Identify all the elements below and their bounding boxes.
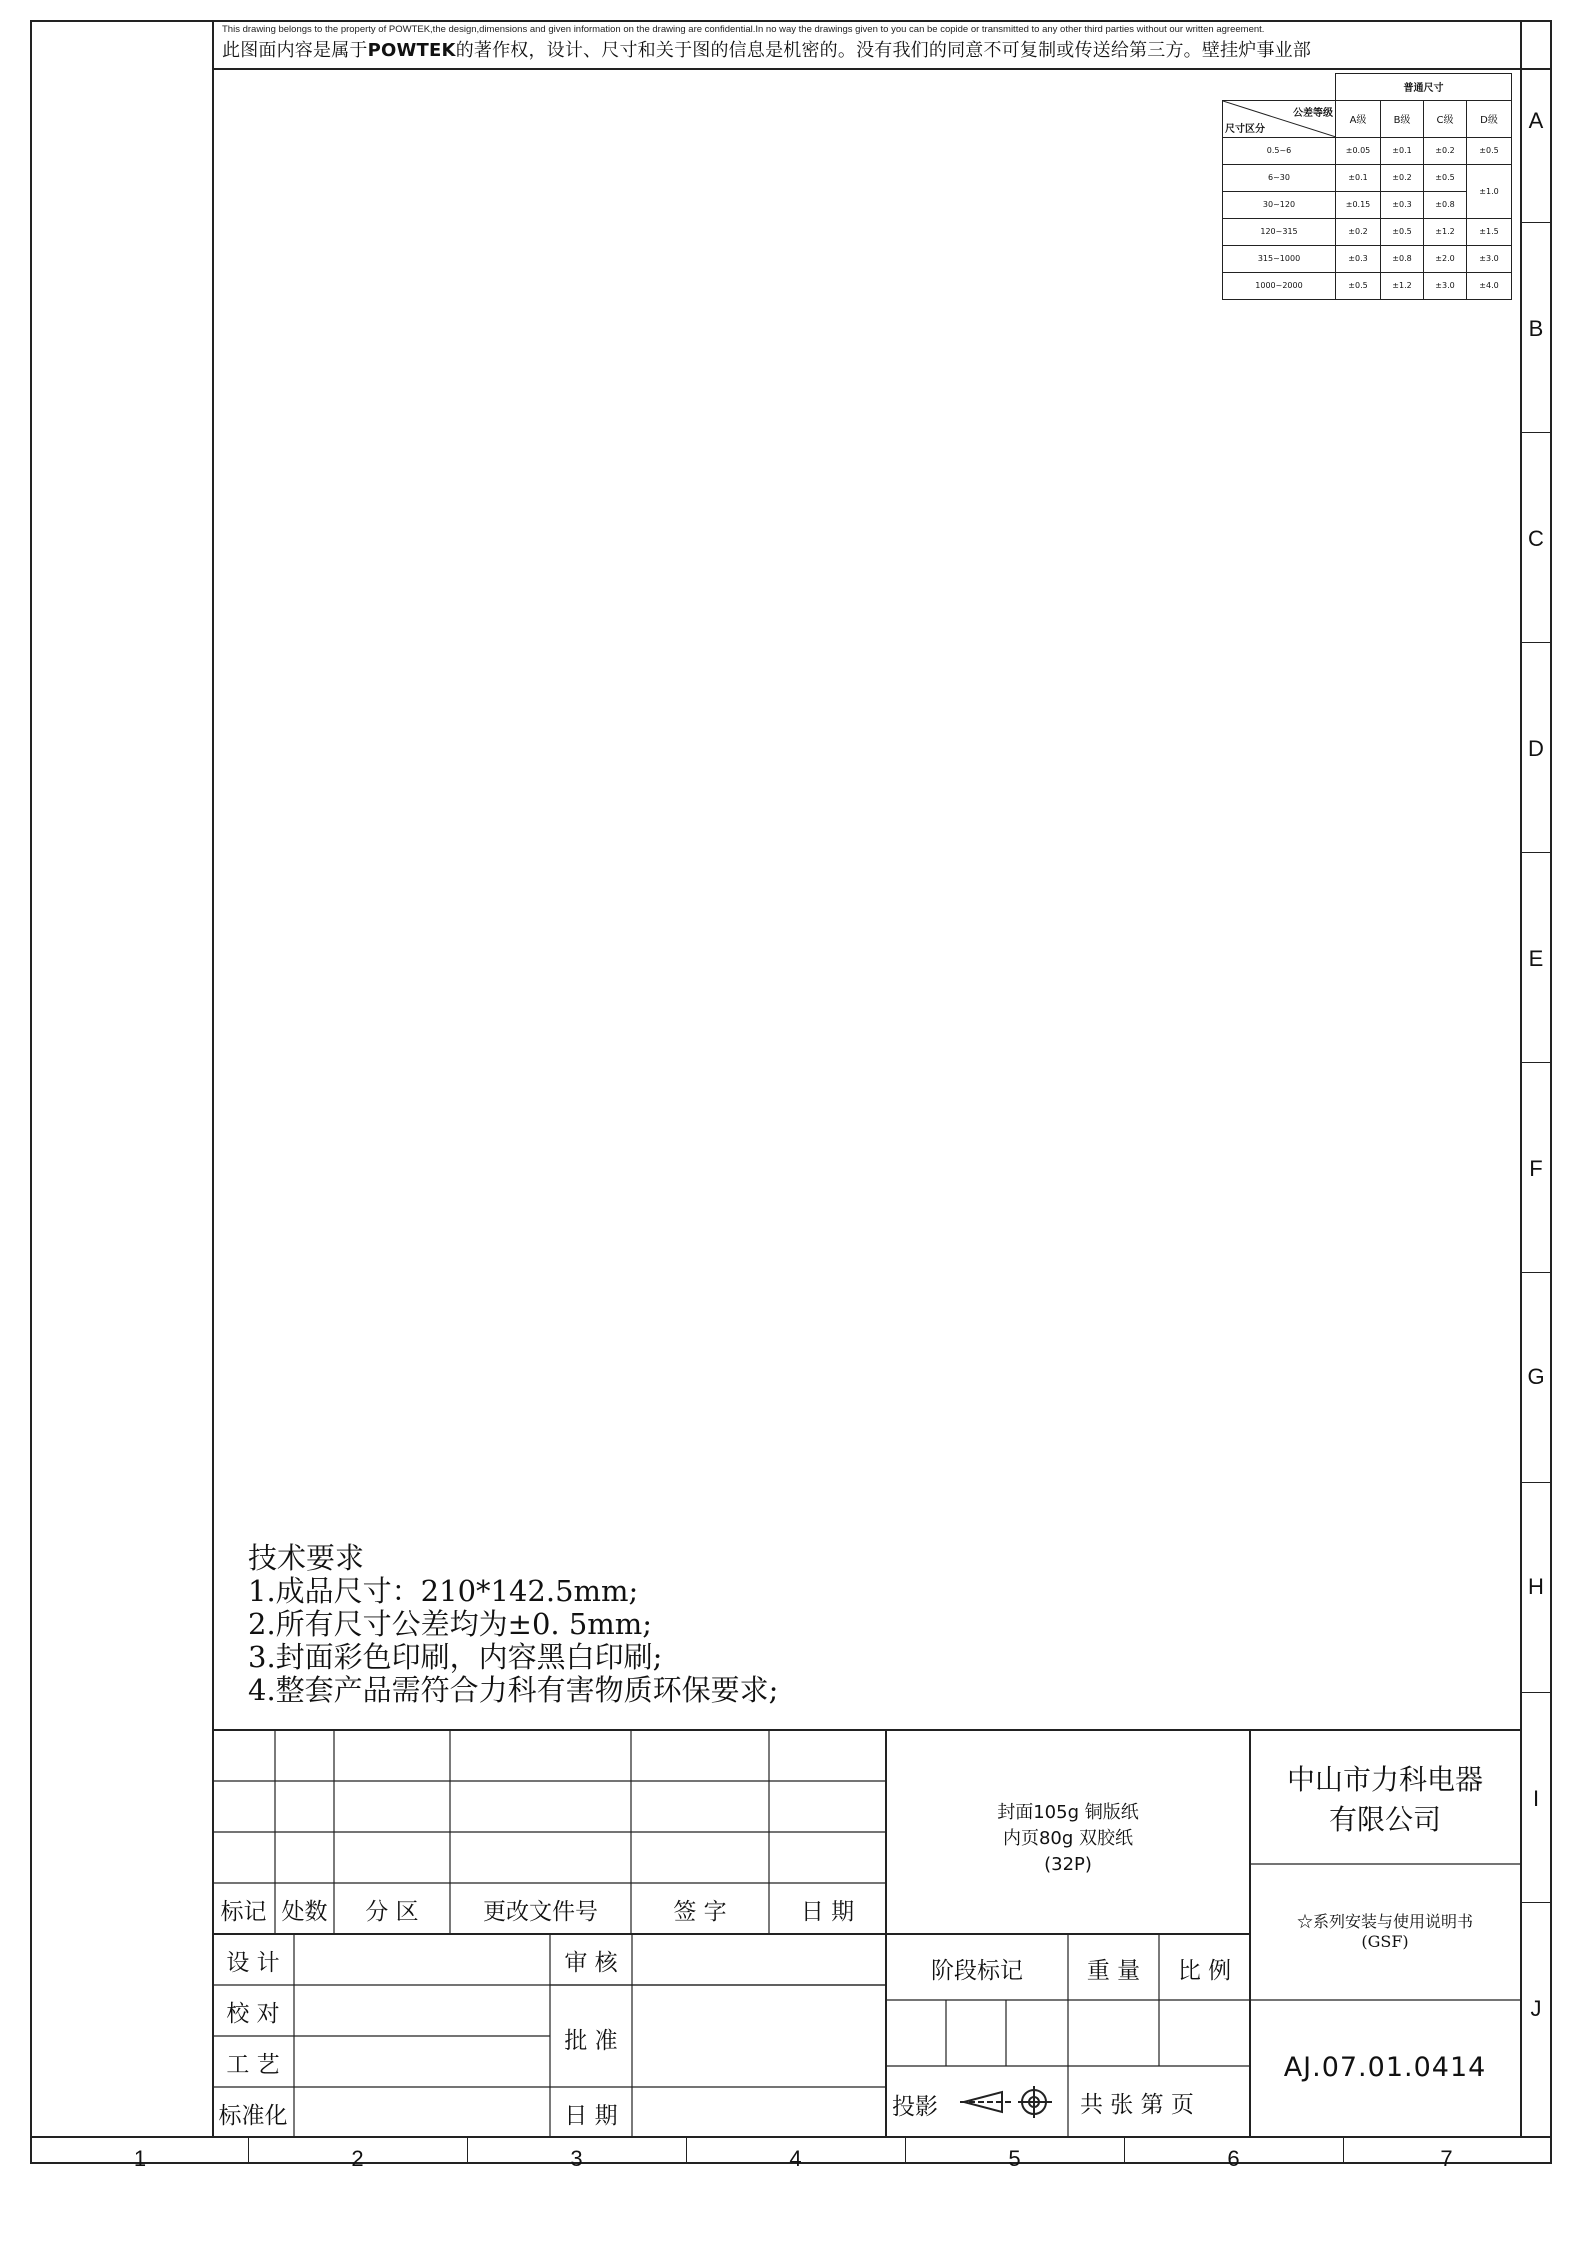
- zone-number-3: 3: [570, 2146, 583, 2171]
- revision-header-date: 日 期: [800, 1899, 855, 1925]
- zone-number-1: 1: [133, 2146, 147, 2171]
- tolerance-value: ±0.8: [1381, 245, 1424, 272]
- tech-requirements-heading: 技术要求: [248, 1541, 365, 1575]
- material-spec: [886, 1800, 1250, 1878]
- label-stage-mark: 阶段标记: [931, 1958, 1023, 1984]
- drawing-number: AJ.07.01.0414: [1283, 2052, 1487, 2083]
- tolerance-value: ±0.5: [1467, 137, 1512, 164]
- tolerance-value: ±2.0: [1424, 245, 1467, 272]
- tolerance-value: ±3.0: [1467, 245, 1512, 272]
- tolerance-range: 0.5~6: [1223, 137, 1336, 164]
- tolerance-range: 6~30: [1223, 164, 1336, 191]
- zone-letter-a: A: [1528, 108, 1544, 133]
- tech-requirement-item: 1.成品尺寸：210*142.5mm;: [248, 1574, 639, 1608]
- tolerance-value: ±0.2: [1381, 164, 1424, 191]
- confidentiality-notice-english: This drawing belongs to the property of POWTEK,the design,dimensions and given information on the drawing are confidential.In no way the drawings given to you can be copide or transmitted to any other third parties without our written agreement.: [222, 24, 1265, 35]
- tolerance-corner-bottom: 尺寸区分: [1225, 123, 1265, 135]
- tolerance-range: 315~1000: [1223, 245, 1336, 272]
- tolerance-value: ±3.0: [1424, 272, 1467, 299]
- zone-number-2: 2: [351, 2146, 364, 2171]
- label-date: 日 期: [564, 2103, 618, 2129]
- zone-letter-e: E: [1528, 946, 1544, 971]
- label-sheets: 共 张 第 页: [1080, 2092, 1194, 2118]
- tolerance-class-b: B级: [1381, 100, 1424, 137]
- zone-number-7: 7: [1440, 2146, 1453, 2171]
- zone-letter-g: G: [1527, 1364, 1545, 1389]
- tolerance-value: ±0.8: [1424, 191, 1467, 218]
- tech-requirement-item: 4.整套产品需符合力科有害物质环保要求;: [248, 1673, 779, 1707]
- zone-letter-b: B: [1528, 316, 1544, 341]
- tech-requirement-item: 3.封面彩色印刷，内容黑白印刷;: [248, 1640, 663, 1674]
- zone-letter-d: D: [1528, 736, 1544, 761]
- tolerance-class-a: A级: [1336, 100, 1381, 137]
- tolerance-value: ±1.0: [1467, 164, 1512, 218]
- revision-header-signature: 签 字: [673, 1899, 727, 1925]
- tolerance-table-title: 普通尺寸: [1336, 74, 1512, 101]
- tolerance-value: ±0.2: [1424, 137, 1467, 164]
- tolerance-class-c: C级: [1424, 100, 1467, 137]
- tolerance-range: 120~315: [1223, 218, 1336, 245]
- tolerance-corner-top: 公差等级: [1293, 107, 1333, 119]
- notice-cn-brand: POWTEK: [367, 40, 456, 61]
- zone-number-4: 4: [789, 2146, 802, 2171]
- tolerance-value: ±1.5: [1467, 218, 1512, 245]
- zone-number-5: 5: [1008, 2146, 1021, 2171]
- zone-letter-f: F: [1529, 1156, 1543, 1181]
- tolerance-value: ±1.2: [1381, 272, 1424, 299]
- company-name-line2: 有限公司: [1328, 1803, 1441, 1836]
- first-angle-projection-icon: [958, 2080, 1058, 2124]
- zone-number-6: 6: [1227, 2146, 1240, 2171]
- tolerance-value: ±0.5: [1424, 164, 1467, 191]
- company-name-line1: 中山市力科电器: [1286, 1763, 1483, 1796]
- tolerance-value: ±0.15: [1336, 191, 1381, 218]
- document-title-main: ☆系列安装与使用说明书: [1296, 1912, 1473, 1931]
- tolerance-value: ±0.5: [1381, 218, 1424, 245]
- tolerance-range: 1000~2000: [1223, 272, 1336, 299]
- tolerance-value: ±0.5: [1336, 272, 1381, 299]
- label-check: 校 对: [226, 2001, 280, 2027]
- tolerance-value: ±0.1: [1381, 137, 1424, 164]
- label-process: 工 艺: [226, 2052, 280, 2078]
- label-scale: 比 例: [1177, 1958, 1232, 1984]
- zone-letter-h: H: [1528, 1574, 1544, 1599]
- tolerance-value: ±4.0: [1467, 272, 1512, 299]
- zone-letter-i: I: [1532, 1786, 1540, 1811]
- revision-header-zone: 分 区: [365, 1899, 419, 1925]
- zone-letter-c: C: [1528, 526, 1544, 551]
- document-title: [1250, 1912, 1520, 1952]
- tolerance-value: ±0.3: [1381, 191, 1424, 218]
- tolerance-value: ±1.2: [1424, 218, 1467, 245]
- revision-header-doc-no: 更改文件号: [483, 1899, 598, 1925]
- notice-cn-prefix: 此图面内容是属于: [222, 40, 368, 61]
- label-standardization: 标准化: [218, 2103, 288, 2129]
- tolerance-value: ±0.2: [1336, 218, 1381, 245]
- revision-header-count: 处数: [281, 1899, 328, 1925]
- material-pages: (32P): [1044, 1854, 1092, 1875]
- tolerance-value: ±0.05: [1336, 137, 1381, 164]
- revision-header-mark: 标记: [220, 1899, 267, 1925]
- label-projection: 投影: [892, 2094, 938, 2120]
- document-title-code: (GSF): [1361, 1932, 1409, 1951]
- tolerance-value: ±0.1: [1336, 164, 1381, 191]
- label-approve: 批 准: [564, 2028, 618, 2054]
- tech-requirement-item: 2.所有尺寸公差均为±0. 5mm;: [248, 1607, 653, 1641]
- label-weight: 重 量: [1086, 1958, 1141, 1984]
- tolerance-value: ±0.3: [1336, 245, 1381, 272]
- material-cover: 封面105g 铜版纸: [997, 1802, 1139, 1823]
- label-design: 设 计: [226, 1950, 280, 1976]
- notice-cn-suffix: 的著作权，设计、尺寸和关于图的信息是机密的。没有我们的同意不可复制或传送给第三方。壁挂炉事业部: [455, 40, 1312, 61]
- tolerance-range: 30~120: [1223, 191, 1336, 218]
- tolerance-class-d: D级: [1467, 100, 1512, 137]
- label-review: 审 核: [564, 1950, 618, 1976]
- material-inner: 内页80g 双胶纸: [1002, 1828, 1134, 1849]
- zone-letter-j: J: [1530, 1996, 1542, 2021]
- company-name: [1250, 1760, 1520, 1840]
